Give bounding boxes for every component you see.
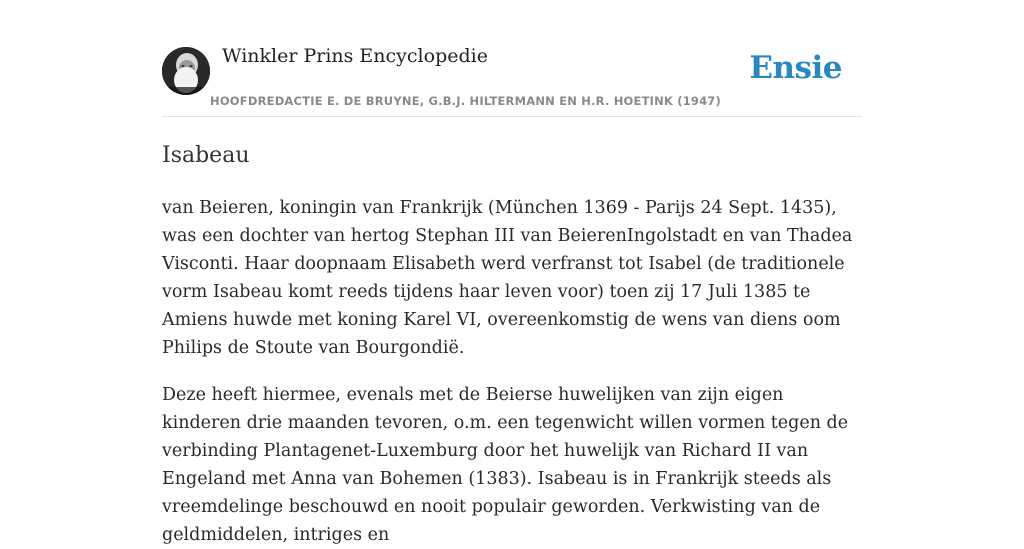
paragraph: van Beieren, koningin van Frankrijk (München 1369 - Parijs 24 Sept. 1435), was een dochter van hertog Stephan III van BeierenIngolstadt en van Thadea Visconti. Haar doopnaam Elisabeth werd verfranst tot Isabel (de traditionele vorm Isabeau komt reeds tijdens haar leven voor) toen zij 17 Juli 1385 te Amiens huwde met koning Karel VI, overeenkomstig de wens van diens oom Philips de Stoute van Bourgondië. [162, 198, 853, 358]
article-body [162, 194, 862, 549]
publication-title[interactable]: Winkler Prins Encyclopedie [222, 45, 488, 67]
header [162, 0, 862, 117]
portrait-photo-icon [162, 47, 210, 95]
publication-editors: HOOFDREDACTIE E. DE BRUYNE, G.B.J. HILTERMANN EN H.R. HOETINK (1947) [210, 94, 721, 108]
brand-logo[interactable]: Ensie [749, 50, 842, 86]
paragraph: Deze heeft hiermee, evenals met de Beierse huwelijken van zijn eigen kinderen drie maanden tevoren, o.m. een tegenwicht willen vormen tegen de verbinding Plantagenet-Luxemburg door het huwelijk van Richard II van Engeland met Anna van Bohemen (1383). Isabeau is in Frankrijk steeds als vreemdelinge beschouwd en nooit populair geworden. Verkwisting van de geldmiddelen, intriges en [162, 385, 849, 545]
page [162, 0, 862, 549]
avatar [162, 47, 210, 95]
article-title: Isabeau [162, 143, 250, 168]
